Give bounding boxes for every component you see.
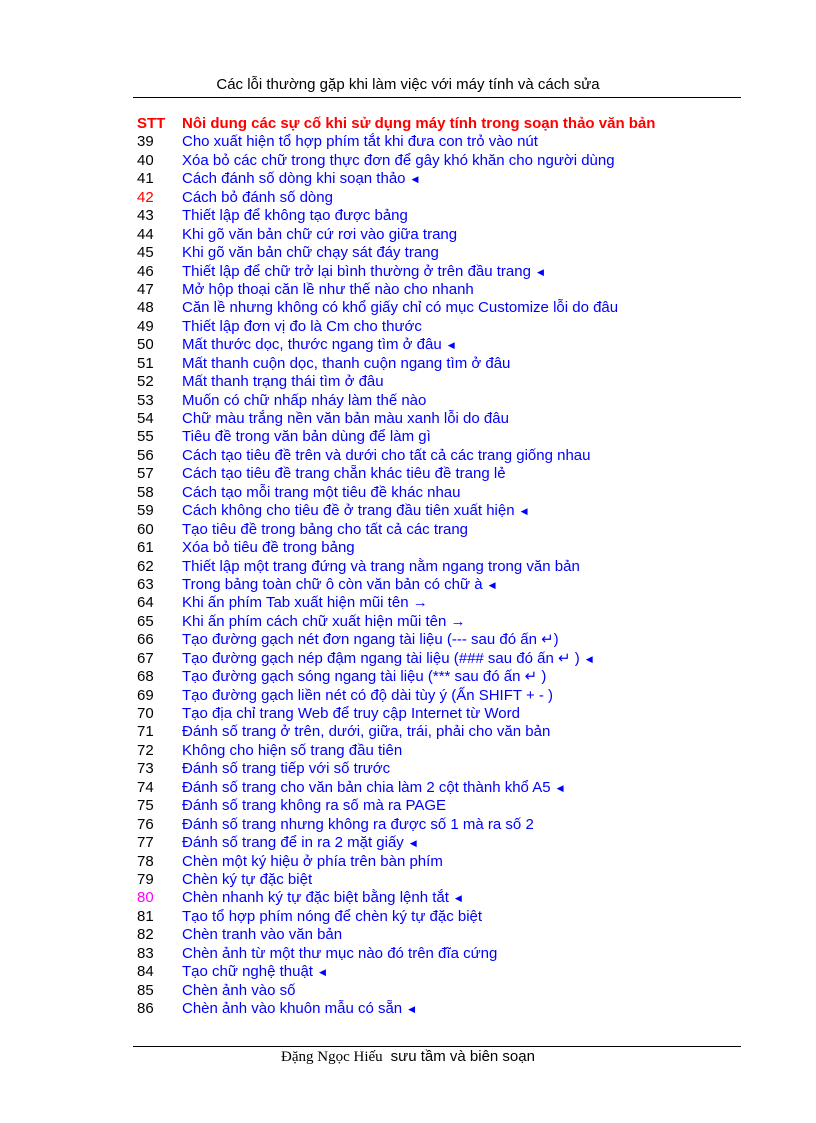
row-link-text[interactable]: Thiết lập một trang đứng và trang nằm ngang trong văn bản <box>182 557 580 575</box>
table-row[interactable] <box>137 318 737 336</box>
row-link-text[interactable]: Tạo chữ nghệ thuật <box>182 963 313 981</box>
table-row[interactable] <box>137 373 737 391</box>
table-row[interactable] <box>137 170 737 188</box>
row-link-text[interactable]: Mở hộp thoại căn lề như thế nào cho nhanh <box>182 280 474 298</box>
footer-divider <box>133 1046 741 1047</box>
row-link-text[interactable]: Tạo đường gạch liền nét có độ dài tùy ý (Ấn SHIFT + - ) <box>182 686 554 704</box>
row-number: 56 <box>137 446 154 464</box>
table-row[interactable] <box>137 945 737 963</box>
table-row[interactable] <box>137 410 737 428</box>
table-row[interactable] <box>137 723 737 741</box>
issue-table <box>137 115 737 1018</box>
row-number: 80 <box>137 889 154 907</box>
row-link-text[interactable]: Mất thước dọc, thước ngang tìm ở đâu <box>182 336 442 354</box>
row-link-text[interactable]: Xóa bỏ các chữ trong thực đơn để gây khó khăn cho người dùng <box>182 151 615 169</box>
table-row[interactable] <box>137 687 737 705</box>
table-row[interactable] <box>137 558 737 576</box>
row-number: 67 <box>137 649 154 667</box>
table-row[interactable] <box>137 742 737 760</box>
table-row[interactable] <box>137 594 737 612</box>
row-link-text[interactable]: Đánh số trang ở trên, dưới, giữa, trái, phải cho văn bản <box>182 723 551 741</box>
table-row[interactable] <box>137 1000 737 1018</box>
row-link-text[interactable]: Xóa bỏ tiêu đề trong bảng <box>182 539 355 557</box>
row-number: 47 <box>137 280 154 298</box>
row-number: 52 <box>137 373 154 391</box>
table-row[interactable] <box>137 299 737 317</box>
left-triangle-icon: ◀ <box>408 1004 416 1014</box>
row-number: 63 <box>137 575 154 593</box>
table-row[interactable] <box>137 263 737 281</box>
row-link-text[interactable]: Cách tạo tiêu đề trang chẵn khác tiêu đề trang lẻ <box>182 465 506 483</box>
row-link-text[interactable]: Cách tạo tiêu đề trên và dưới cho tất cả các trang giống nhau <box>182 446 591 464</box>
row-link-text[interactable]: Thiết lập đơn vị đo là Cm cho thước <box>182 317 422 335</box>
row-number: 61 <box>137 539 154 557</box>
table-row[interactable] <box>137 576 737 594</box>
row-number: 85 <box>137 981 154 999</box>
table-row[interactable] <box>137 797 737 815</box>
row-number: 49 <box>137 317 154 335</box>
row-number: 40 <box>137 151 154 169</box>
left-triangle-icon: ◀ <box>447 340 455 351</box>
table-row[interactable] <box>137 650 737 668</box>
row-number: 73 <box>137 760 154 778</box>
row-number: 42 <box>137 188 154 206</box>
left-triangle-icon: ◀ <box>411 174 419 185</box>
table-row[interactable] <box>137 816 737 834</box>
row-number: 86 <box>137 1000 154 1017</box>
row-link-text[interactable]: Đánh số trang không ra số mà ra PAGE <box>182 797 447 815</box>
table-header-row <box>137 115 737 133</box>
row-number: 39 <box>137 133 154 151</box>
row-link-text[interactable]: Tạo tiêu đề trong bảng cho tất cả các trang <box>182 520 469 538</box>
row-number: 76 <box>137 815 154 833</box>
row-number: 41 <box>137 170 154 188</box>
row-link-text[interactable]: Khi ấn phím Tab xuất hiện mũi tên → <box>182 594 428 612</box>
row-number: 79 <box>137 870 154 888</box>
table-row[interactable] <box>137 871 737 889</box>
column-header-stt: STT <box>137 115 166 132</box>
table-row[interactable] <box>137 760 737 778</box>
row-link-text[interactable]: Cho xuất hiện tổ hợp phím tắt khi đưa con trỏ vào nút <box>182 133 538 151</box>
left-triangle-icon: ◀ <box>585 653 593 664</box>
row-link-text[interactable]: Chèn tranh vào văn bản <box>182 926 343 944</box>
row-link-text[interactable]: Chữ màu trắng nền văn bản màu xanh lỗi do đâu <box>182 410 509 427</box>
row-number: 81 <box>137 907 154 925</box>
table-row[interactable] <box>137 834 737 852</box>
table-row[interactable] <box>137 392 737 410</box>
table-row[interactable] <box>137 889 737 907</box>
table-row[interactable] <box>137 926 737 944</box>
row-link-text[interactable]: Chèn một ký hiệu ở phía trên bàn phím <box>182 852 443 870</box>
row-link-text[interactable]: Chèn ký tự đặc biệt <box>182 870 313 888</box>
column-header-content: Nôi dung các sự cố khi sử dụng máy tính trong soạn thảo văn bản <box>182 115 656 132</box>
left-triangle-icon: ◀ <box>488 579 496 590</box>
row-link-text[interactable]: Tạo địa chỉ trang Web để truy cập Internet từ Word <box>182 705 520 722</box>
table-row[interactable] <box>137 908 737 926</box>
row-number: 45 <box>137 244 154 262</box>
row-number: 43 <box>137 207 154 225</box>
row-link-text[interactable]: Khi gõ văn bản chữ chạy sát đáy trang <box>182 244 439 262</box>
table-row[interactable] <box>137 963 737 981</box>
row-number: 55 <box>137 428 154 446</box>
row-number: 62 <box>137 557 154 575</box>
row-number: 82 <box>137 926 154 944</box>
row-number: 83 <box>137 944 154 962</box>
row-number: 65 <box>137 612 154 630</box>
row-link-text[interactable]: Chèn ảnh từ một thư mục nào đó trên đĩa cứng <box>182 944 498 962</box>
row-link-text[interactable]: Khi gõ văn bản chữ cứ rơi vào giữa trang <box>182 225 458 243</box>
table-row[interactable] <box>137 355 737 373</box>
table-row[interactable] <box>137 207 737 225</box>
table-row[interactable] <box>137 336 737 354</box>
row-link-text[interactable]: Chèn ảnh vào số <box>182 981 296 999</box>
table-row[interactable] <box>137 779 737 797</box>
row-number: 75 <box>137 797 154 815</box>
row-number: 46 <box>137 262 154 280</box>
row-link-text[interactable]: Đánh số trang cho văn bản chia làm 2 cột thành khổ A5 <box>182 778 551 796</box>
row-number: 74 <box>137 778 154 796</box>
table-row[interactable] <box>137 226 737 244</box>
left-triangle-icon: ◀ <box>556 782 564 793</box>
table-row[interactable] <box>137 447 737 465</box>
table-row[interactable] <box>137 668 737 686</box>
table-row[interactable] <box>137 521 737 539</box>
footer-author: Đặng Ngọc Hiếu <box>281 1049 383 1065</box>
row-number: 53 <box>137 391 154 409</box>
row-number: 50 <box>137 336 154 354</box>
row-link-text[interactable]: Tạo đường gạch sóng ngang tài liệu (*** sau đó ấn ↵ ) <box>182 668 547 686</box>
row-link-text[interactable]: Đánh số trang nhưng không ra được số 1 mà ra số 2 <box>182 815 534 833</box>
row-link-text[interactable]: Trong bảng toàn chữ ô còn văn bản có chữ à <box>182 575 483 593</box>
row-number: 70 <box>137 705 154 722</box>
row-link-text[interactable]: Chèn ảnh vào khuôn mẫu có sẵn <box>182 1000 403 1017</box>
row-number: 58 <box>137 483 154 501</box>
table-row[interactable] <box>137 133 737 151</box>
table-row[interactable] <box>137 502 737 520</box>
row-number: 57 <box>137 465 154 483</box>
row-number: 68 <box>137 668 154 686</box>
row-link-text[interactable]: Cách đánh số dòng khi soạn thảo <box>182 170 406 188</box>
row-number: 59 <box>137 502 154 520</box>
row-link-text[interactable]: Cách không cho tiêu đề ở trang đầu tiên xuất hiện <box>182 502 515 520</box>
table-row[interactable] <box>137 705 737 723</box>
row-number: 54 <box>137 410 154 427</box>
row-number: 51 <box>137 354 154 372</box>
row-link-text[interactable]: Cách bỏ đánh số dòng <box>182 188 333 206</box>
row-link-text[interactable]: Tạo tổ hợp phím nóng để chèn ký tự đặc biệt <box>182 907 483 925</box>
row-link-text[interactable]: Khi ấn phím cách chữ xuất hiện mũi tên → <box>182 612 466 630</box>
table-row[interactable] <box>137 631 737 649</box>
table-row[interactable] <box>137 613 737 631</box>
table-row[interactable] <box>137 465 737 483</box>
row-link-text[interactable]: Cách tạo mỗi trang một tiêu đề khác nhau <box>182 483 461 501</box>
left-triangle-icon: ◀ <box>536 266 544 277</box>
row-link-text[interactable]: Tiêu đề trong văn bản dùng để làm gì <box>182 428 431 446</box>
row-number: 44 <box>137 225 154 243</box>
table-row[interactable] <box>137 189 737 207</box>
left-triangle-icon: ◀ <box>520 506 528 517</box>
row-link-text[interactable]: Chèn nhanh ký tự đặc biệt bằng lệnh tắt <box>182 889 449 907</box>
table-row[interactable] <box>137 539 737 557</box>
table-row[interactable] <box>137 152 737 170</box>
row-link-text[interactable]: Tạo đường gạch nét đơn ngang tài liệu (--- sau đó ấn ↵) <box>182 631 559 649</box>
left-triangle-icon: ◀ <box>409 838 417 849</box>
row-link-text[interactable]: Thiết lập để không tạo được bảng <box>182 207 408 225</box>
row-number: 60 <box>137 520 154 538</box>
page-header-title: Các lỗi thường gặp khi làm việc với máy tính và cách sửa <box>216 76 600 93</box>
row-link-text[interactable]: Căn lề nhưng không có khổ giấy chỉ có mục Customize lỗi do đâu <box>182 299 619 317</box>
row-link-text[interactable]: Mất thanh cuộn dọc, thanh cuộn ngang tìm ở đâu <box>182 354 511 372</box>
row-number: 66 <box>137 631 154 649</box>
row-link-text[interactable]: Không cho hiện số trang đầu tiên <box>182 741 403 759</box>
row-number: 48 <box>137 299 154 317</box>
row-number: 84 <box>137 963 154 981</box>
table-row[interactable] <box>137 982 737 1000</box>
row-link-text[interactable]: Đánh số trang để in ra 2 mặt giấy <box>182 834 404 852</box>
row-link-text[interactable]: Đánh số trang tiếp với số trước <box>182 760 391 778</box>
row-number: 78 <box>137 852 154 870</box>
row-link-text[interactable]: Tạo đường gạch nép đậm ngang tài liệu (### sau đó ấn ↵ ) <box>182 649 580 667</box>
row-number: 71 <box>137 723 154 741</box>
header-divider <box>133 97 741 98</box>
table-row[interactable] <box>137 428 737 446</box>
row-link-text[interactable]: Muốn có chữ nhấp nháy làm thế nào <box>182 391 427 409</box>
row-link-text[interactable]: Thiết lập để chữ trở lại bình thường ở trên đầu trang <box>182 262 531 280</box>
row-number: 64 <box>137 594 154 612</box>
table-row[interactable] <box>137 281 737 299</box>
left-triangle-icon: ◀ <box>454 893 462 904</box>
table-row[interactable] <box>137 853 737 871</box>
table-row[interactable] <box>137 244 737 262</box>
row-number: 77 <box>137 834 154 852</box>
row-link-text[interactable]: Mất thanh trạng thái tìm ở đâu <box>182 373 384 391</box>
row-number: 69 <box>137 686 154 704</box>
page-footer <box>0 1048 816 1066</box>
left-triangle-icon: ◀ <box>318 967 326 978</box>
table-row[interactable] <box>137 484 737 502</box>
row-number: 72 <box>137 741 154 759</box>
footer-credit: sưu tầm và biên soạn <box>390 1048 535 1065</box>
